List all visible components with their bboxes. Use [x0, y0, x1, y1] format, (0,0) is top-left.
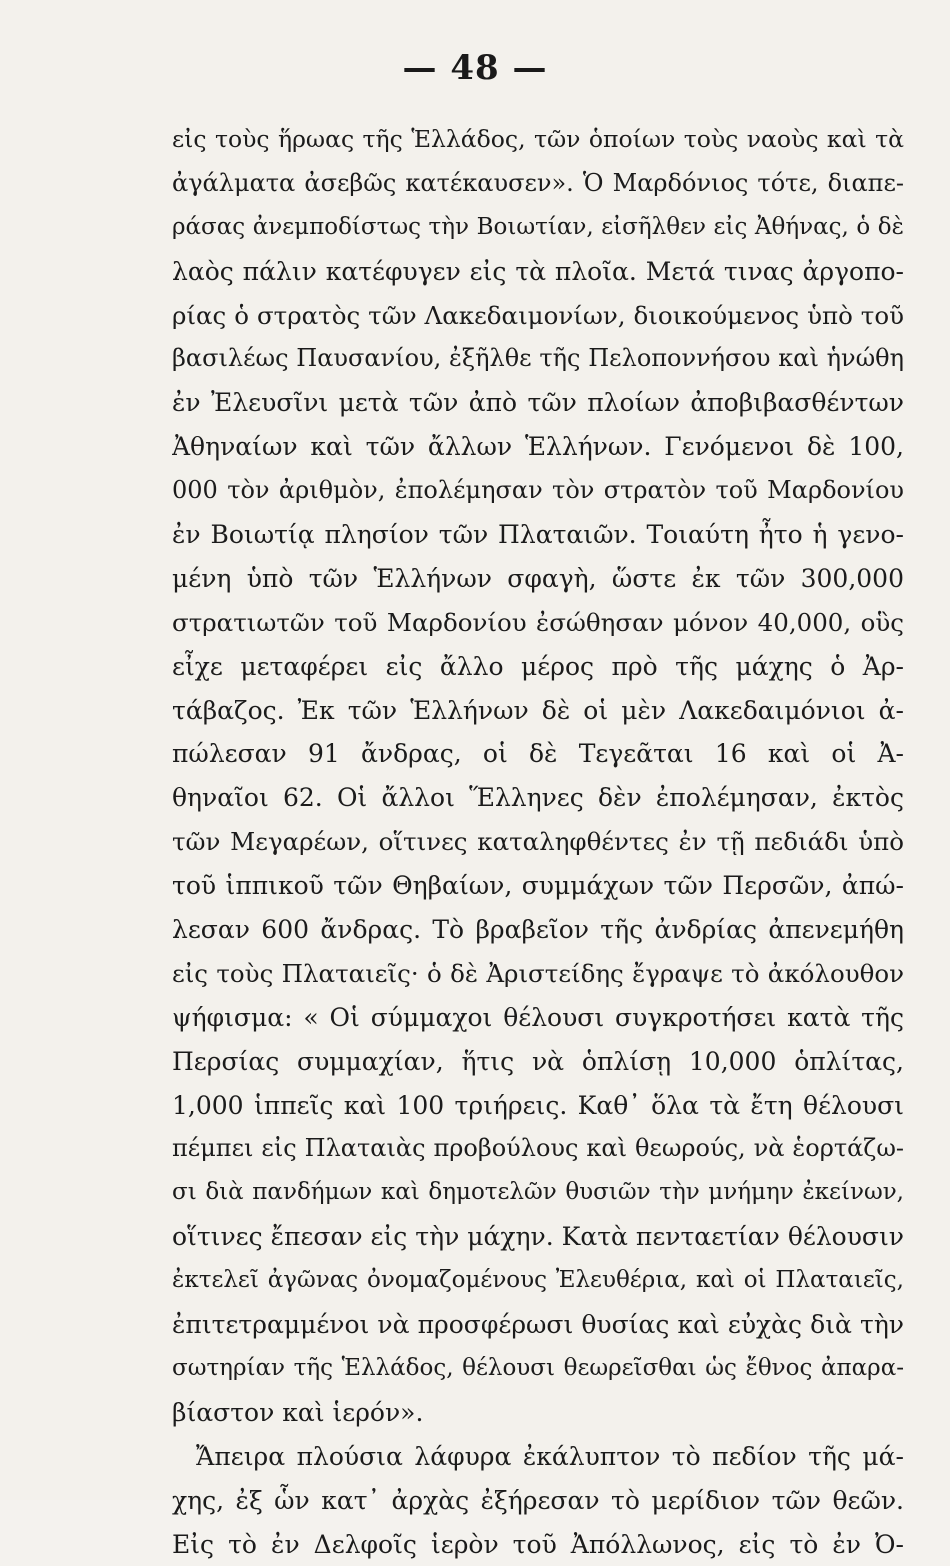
text-line: θηναῖοι 62. Οἱ ἄλλοι Ἕλληνες δὲν ἐπολέμησαν, ἐκτὸς: [172, 776, 904, 820]
text-line: σι διὰ πανδήμων καὶ δημοτελῶν θυσιῶν τὴν μνήμην ἐκείνων,: [172, 1171, 904, 1215]
text-line: βασιλέως Παυσανίου, ἐξῆλθε τῆς Πελοποννήσου καὶ ἡνώθη: [172, 337, 904, 381]
text-line: Ἄπειρα πλούσια λάφυρα ἐκάλυπτον τὸ πεδίον τῆς μά-: [172, 1435, 904, 1479]
text-line: τάβαζος. Ἐκ τῶν Ἑλλήνων δὲ οἱ μὲν Λακεδαιμόνιοι ἀ-: [172, 689, 904, 733]
text-line: τοῦ ἱππικοῦ τῶν Θηβαίων, συμμάχων τῶν Περσῶν, ἀπώ-: [172, 864, 904, 908]
text-line: οἵτινες ἔπεσαν εἰς τὴν μάχην. Κατὰ πενταετίαν θέλουσιν: [172, 1215, 904, 1259]
text-line: πέμπει εἰς Πλαταιὰς προβούλους καὶ θεωρούς, νὰ ἑορτάζω-: [172, 1127, 904, 1171]
text-line: Περσίας συμμαχίαν, ἥτις νὰ ὁπλίσῃ 10,000 ὁπλίτας,: [172, 1040, 904, 1084]
text-line: λεσαν 600 ἄνδρας. Τὸ βραβεῖον τῆς ἀνδρίας ἀπενεμήθη: [172, 908, 904, 952]
text-line: Ἀθηναίων καὶ τῶν ἄλλων Ἑλλήνων. Γενόμενοι δὲ 100,: [172, 425, 904, 469]
body-text: [172, 118, 904, 1566]
text-line: λαὸς πάλιν κατέφυγεν εἰς τὰ πλοῖα. Μετά τινας ἀργοπο-: [172, 250, 904, 294]
text-line: ἐν Βοιωτίᾳ πλησίον τῶν Πλαταιῶν. Τοιαύτη ἦτο ἡ γενο-: [172, 513, 904, 557]
text-line: εἶχε μεταφέρει εἰς ἄλλο μέρος πρὸ τῆς μάχης ὁ Ἀρ-: [172, 645, 904, 689]
text-line: ἐπιτετραμμένοι νὰ προσφέρωσι θυσίας καὶ εὐχὰς διὰ τὴν: [172, 1303, 904, 1347]
page-number: — 48 —: [0, 48, 950, 88]
text-line: ἐν Ἐλευσῖνι μετὰ τῶν ἀπὸ τῶν πλοίων ἀποβιβασθέντων: [172, 381, 904, 425]
text-line: στρατιωτῶν τοῦ Μαρδονίου ἐσώθησαν μόνον 40,000, οὓς: [172, 601, 904, 645]
text-line: βίαστον καὶ ἱερόν».: [172, 1391, 904, 1435]
text-line: ψήφισμα: « Οἱ σύμμαχοι θέλουσι συγκροτήσει κατὰ τῆς: [172, 996, 904, 1040]
text-line: Εἰς τὸ ἐν Δελφοῖς ἱερὸν τοῦ Ἀπόλλωνος, εἰς τὸ ἐν Ὀ-: [172, 1523, 904, 1566]
text-line: χης, ἐξ ὧν κατ᾽ ἀρχὰς ἐξήρεσαν τὸ μερίδιον τῶν θεῶν.: [172, 1479, 904, 1523]
text-line: ρίας ὁ στρατὸς τῶν Λακεδαιμονίων, διοικούμενος ὑπὸ τοῦ: [172, 294, 904, 338]
text-line: πώλεσαν 91 ἄνδρας, οἱ δὲ Τεγεᾶται 16 καὶ οἱ Ἀ-: [172, 732, 904, 776]
text-line: ράσας ἀνεμποδίστως τὴν Βοιωτίαν, εἰσῆλθεν εἰς Ἀθήνας, ὁ δὲ: [172, 206, 904, 250]
text-line: τῶν Μεγαρέων, οἵτινες καταληφθέντες ἐν τῇ πεδιάδι ὑπὸ: [172, 820, 904, 864]
text-line: σωτηρίαν τῆς Ἑλλάδος, θέλουσι θεωρεῖσθαι ὡς ἔθνος ἀπαρα-: [172, 1347, 904, 1391]
text-line: ἐκτελεῖ ἀγῶνας ὀνομαζομένους Ἐλευθέρια, καὶ οἱ Πλαταιεῖς,: [172, 1259, 904, 1303]
text-line: ἀγάλματα ἀσεβῶς κατέκαυσεν». Ὁ Μαρδόνιος τότε, διαπε-: [172, 162, 904, 206]
text-line: μένη ὑπὸ τῶν Ἑλλήνων σφαγὴ, ὥστε ἐκ τῶν 300,000: [172, 557, 904, 601]
text-line: 1,000 ἱππεῖς καὶ 100 τριήρεις. Καθ᾽ ὅλα τὰ ἔτη θέλουσι: [172, 1084, 904, 1128]
text-line: εἰς τοὺς Πλαταιεῖς· ὁ δὲ Ἀριστείδης ἔγραψε τὸ ἀκόλουθον: [172, 952, 904, 996]
text-line: 000 τὸν ἀριθμὸν, ἐπολέμησαν τὸν στρατὸν τοῦ Μαρδονίου: [172, 469, 904, 513]
text-line: εἰς τοὺς ἥρωας τῆς Ἑλλάδος, τῶν ὁποίων τοὺς ναοὺς καὶ τὰ: [172, 118, 904, 162]
